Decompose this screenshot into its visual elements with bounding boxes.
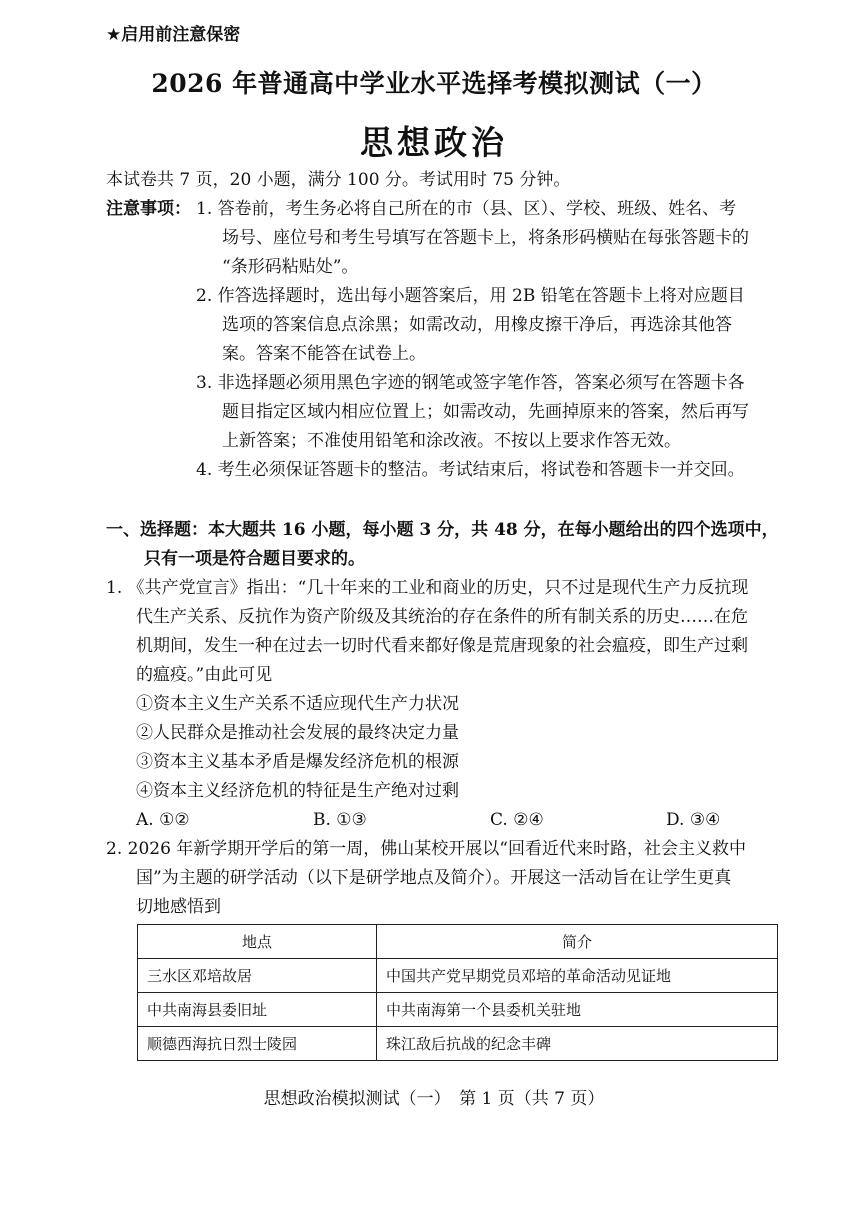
note-2-line-1: 2. 作答选择题时，选出每小题答案后，用 2B 铅笔在答题卡上将对应题目 <box>196 286 745 306</box>
note-1-line-3: “条形码粘贴处”。 <box>222 257 359 277</box>
q2-stem-line-1: 2. 2026 年新学期开学后的第一周，佛山某校开展以“回看近代来时路，社会主义救中 <box>106 839 746 859</box>
table-cell-site: 中共南海县委旧址 <box>138 993 377 1027</box>
exam-title: 2026 年普通高中学业水平选择考模拟测试（一） <box>151 69 717 98</box>
q1-stem-line-1: 1. 《共产党宣言》指出：“几十年来的工业和商业的历史，只不过是现代生产力反抗现 <box>106 578 749 598</box>
table-row <box>138 993 778 1027</box>
table-header-row <box>138 925 778 959</box>
note-3-line-3: 上新答案；不准使用铅笔和涂改液。不按以上要求作答无效。 <box>222 431 681 451</box>
section-1-heading: 一、选择题：本大题共 16 小题，每小题 3 分，共 48 分，在每小题给出的四个选项中， <box>106 520 779 540</box>
table-cell-site: 顺德西海抗日烈士陵园 <box>138 1027 377 1061</box>
q1-stem-line-3: 机期间，发生一种在过去一切时代看来都好像是荒唐现象的社会瘟疫，即生产过剩 <box>136 636 748 656</box>
q1-stem-line-4: 的瘟疫。”由此可见 <box>136 665 273 685</box>
study-sites-table <box>137 924 778 1061</box>
q1-statement-3: ③资本主义基本矛盾是爆发经济危机的根源 <box>136 752 459 772</box>
table-row <box>138 1027 778 1061</box>
section-1-heading-cont: 只有一项是符合题目要求的。 <box>144 549 365 569</box>
note-2-line-2: 选项的答案信息点涂黑；如需改动，用橡皮擦干净后，再选涂其他答 <box>222 315 732 335</box>
note-4-line-1: 4. 考生必须保证答题卡的整洁。考试结束后，将试卷和答题卡一并交回。 <box>196 460 745 480</box>
note-1-line-2: 场号、座位号和考生号填写在答题卡上，将条形码横贴在每张答题卡的 <box>222 228 749 248</box>
q1-option-c: C. ②④ <box>490 810 544 830</box>
note-2-line-3: 案。答案不能答在试卷上。 <box>222 344 426 364</box>
page-footer: 思想政治模拟测试（一） 第 1 页（共 7 页） <box>263 1089 605 1109</box>
table-cell-intro: 珠江敌后抗战的纪念丰碑 <box>377 1027 778 1061</box>
table-header-site: 地点 <box>138 925 377 959</box>
table-cell-intro: 中国共产党早期党员邓培的革命活动见证地 <box>377 959 778 993</box>
q2-stem-line-3: 切地感悟到 <box>136 897 221 917</box>
exam-intro: 本试卷共 7 页，20 小题，满分 100 分。考试用时 75 分钟。 <box>106 170 571 190</box>
notes-label: 注意事项： <box>106 199 191 219</box>
table-cell-intro: 中共南海第一个县委机关驻地 <box>377 993 778 1027</box>
q1-statement-2: ②人民群众是推动社会发展的最终决定力量 <box>136 723 459 743</box>
confidential-notice: ★启用前注意保密 <box>106 25 241 45</box>
note-3-line-1: 3. 非选择题必须用黑色字迹的钢笔或签字笔作答，答案必须写在答题卡各 <box>196 373 745 393</box>
note-3-line-2: 题目指定区域内相应位置上；如需改动，先画掉原来的答案，然后再写 <box>222 402 749 422</box>
table-row <box>138 959 778 993</box>
q1-option-d: D. ③④ <box>666 810 721 830</box>
subject-title: 思想政治 <box>360 123 508 162</box>
q1-option-a: A. ①② <box>136 810 190 830</box>
q1-statement-1: ①资本主义生产关系不适应现代生产力状况 <box>136 694 459 714</box>
note-1-line-1: 1. 答卷前，考生务必将自己所在的市（县、区）、学校、班级、姓名、考 <box>196 199 737 219</box>
q1-option-b: B. ①③ <box>313 810 367 830</box>
q1-statement-4: ④资本主义经济危机的特征是生产绝对过剩 <box>136 781 459 801</box>
q2-stem-line-2: 国”为主题的研学活动（以下是研学地点及简介）。开展这一活动旨在让学生更真 <box>136 868 732 888</box>
table-cell-site: 三水区邓培故居 <box>138 959 377 993</box>
q1-stem-line-2: 代生产关系、反抗作为资产阶级及其统治的存在条件的所有制关系的历史……在危 <box>136 607 748 627</box>
table-header-intro: 简介 <box>377 925 778 959</box>
